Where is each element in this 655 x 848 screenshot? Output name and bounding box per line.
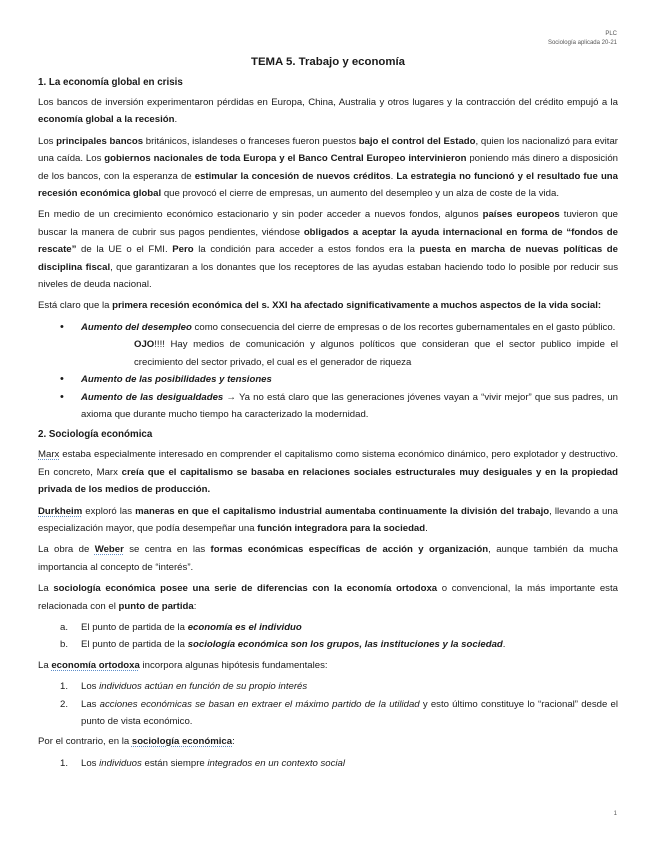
list-item: a. El punto de partida de la economía es el individuo xyxy=(60,621,302,633)
paragraph-marx: Marx estaba especialmente interesado en comprender el capitalismo como sistema económico dinámico, pero explotador y destructivo. En concreto, Marx creía que el capitalismo se basaba en relaciones sociales estructurales muy desiguales y en la propiedad privada de los medios de producción. xyxy=(38,449,619,496)
list-item: • Aumento del desempleo como consecuencia del cierre de empresas o de los recortes gubernamentales en el gasto público. xyxy=(38,319,618,336)
starting-points-list xyxy=(38,619,618,654)
sociology-hypotheses-list xyxy=(38,755,618,772)
list-item: 1. Los individuos actúan en función de su propio interés xyxy=(60,681,308,693)
page-header xyxy=(548,30,617,47)
paragraph-nationalization: Los principales bancos británicos, islandeses o franceses fueron puestos bajo el control del Estado, quien los nacionalizó para evitar una caída. Los gobiernos nacionales de toda Europa y el Banco Central Europeo intervinieron poniendo más dinero a disposición de los bancos, con la esperanza de estimular la concesión de nuevos créditos. La estrategia no funcionó y el resultado fue una recesión económica global que provocó el cierre de empresas, un aumento del desempleo y un alza de coste de la vida. xyxy=(38,135,619,200)
list-item: 2. Las acciones económicas se basan en extraer el máximo partido de la utilidad y esto último constituye lo “racional” desde el punto de vista económico. xyxy=(60,698,618,727)
list-item: • Aumento de las desigualdades → Ya no está claro que las generaciones jóvenes vayan a “vivir mejor” que sus padres, un axioma que durante mucho tiempo ha caracterizado la modernidad. xyxy=(38,389,618,424)
paragraph-recession-effects: Está claro que la primera recesión económica del s. XXI ha afectado significativamente a muchos aspectos de la vida social: xyxy=(38,300,602,312)
ojo-note: OJO!!!! Hay medios de comunicación y algunos políticos que consideran que el sector publico impide el crecimiento del sector privado, el cual es el generador de riqueza xyxy=(134,339,618,368)
paragraph-rescue-funds: En medio de un crecimiento económico estacionario y sin poder acceder a nuevos fondos, algunos países europeos tuvieron que buscar la manera de cubrir sus pagos pendientes, viéndose obligados a aceptar la ayuda internacional en forma de “fondos de rescate” de la UE o el FMI. Pero la condición para acceder a estos fondos era la puesta en marcha de nuevas políticas de disciplina fiscal, que garantizaran a los donantes que los receptores de las ayudas estaban haciendo todo lo posible por reducir sus niveles de deuda nacional. xyxy=(38,209,619,291)
list-item: 1. Los individuos están siempre integrados en un contexto social xyxy=(60,757,346,769)
effects-list-continued xyxy=(38,371,618,423)
header-initials: PLC xyxy=(605,31,617,37)
section-1-heading: 1. La economía global en crisis xyxy=(38,77,183,88)
paragraph-economic-sociology: La sociología económica posee una serie de diferencias con la economía ortodoxa o convencional, la más importante esta relacionada con el punto de partida: xyxy=(38,583,618,612)
header-course: Sociología aplicada 20-21 xyxy=(547,39,617,46)
paragraph-weber: La obra de Weber se centra en las formas económicas específicas de acción y organización, aunque también da mucha importancia al concepto de “interés”. xyxy=(38,544,618,573)
section-2-heading: 2. Sociología económica xyxy=(38,429,153,441)
paragraph-banks: Los bancos de inversión experimentaron pérdidas en Europa, China, Australia y otros lugares y la contracción del crédito empujó a la economía global a la recesión. xyxy=(38,97,618,126)
document-title: TEMA 5. Trabajo y economía xyxy=(250,56,406,68)
effects-list xyxy=(38,319,618,336)
paragraph-contrary: Por el contrario, en la sociología económica: xyxy=(38,736,235,748)
page-number: 1 xyxy=(613,811,617,817)
paragraph-durkheim: Durkheim exploró las maneras en que el capitalismo industrial aumentaba continuamente la división del trabajo, llevando a una especialización mayor, que podía desempeñar una función integradora para la sociedad. xyxy=(38,505,618,534)
list-item: • Aumento de las posibilidades y tensiones xyxy=(38,371,618,388)
paragraph-orthodox: La economía ortodoxa incorpora algunas hipótesis fundamentales: xyxy=(38,659,328,671)
list-item: b. El punto de partida de la sociología económica son los grupos, las instituciones y la sociedad. xyxy=(60,639,506,651)
orthodox-hypotheses-list xyxy=(38,678,618,730)
